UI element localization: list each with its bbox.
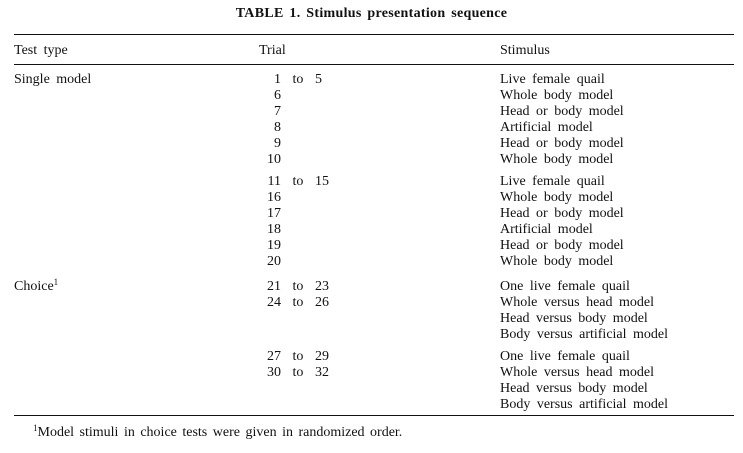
stimulus-cell: Head versus body model <box>500 381 648 396</box>
trial-cell <box>259 279 335 295</box>
trial-start: 1 <box>274 72 281 87</box>
trial-range-word: to <box>292 174 304 189</box>
trial-start: 21 <box>267 279 281 294</box>
trial-range-word: to <box>292 72 304 87</box>
stimulus-cell: Whole versus head model <box>500 365 655 380</box>
trial-cell <box>259 190 281 206</box>
stimulus-cell: Whole versus head model <box>500 295 655 310</box>
trial-cell <box>259 206 281 222</box>
header-trial: Trial <box>259 43 286 58</box>
stimulus-cell: Whole body model <box>500 88 614 103</box>
stimulus-cell: Artificial model <box>500 222 593 237</box>
trial-start: 17 <box>267 206 281 221</box>
trial-cell <box>259 120 281 136</box>
trial-end: 15 <box>315 174 329 189</box>
stimulus-cell: Live female quail <box>500 174 605 189</box>
trial-cell <box>259 238 281 254</box>
trial-end: 29 <box>315 349 329 364</box>
trial-start: 6 <box>274 88 281 103</box>
trial-start: 8 <box>274 120 281 135</box>
trial-start: 9 <box>274 136 281 151</box>
trial-cell <box>259 349 335 365</box>
table-caption: TABLE 1. Stimulus presentation sequence <box>235 6 508 21</box>
top-rule <box>14 34 734 35</box>
trial-cell <box>259 254 281 270</box>
header-test-type: Test type <box>14 43 68 58</box>
trial-cell <box>259 152 281 168</box>
stimulus-cell: Whole body model <box>500 152 614 167</box>
test-type-text: Single model <box>14 72 92 87</box>
trial-cell <box>259 104 281 120</box>
trial-start: 10 <box>267 152 281 167</box>
trial-start: 19 <box>267 238 281 253</box>
footnote-mark: 1 <box>53 277 59 287</box>
trial-range-word: to <box>292 295 304 310</box>
stimulus-cell: Head versus body model <box>500 311 648 326</box>
trial-cell <box>259 365 335 381</box>
trial-cell <box>259 174 335 190</box>
stimulus-cell: Head or body model <box>500 238 624 253</box>
bottom-rule <box>14 415 734 416</box>
trial-start: 30 <box>267 365 281 380</box>
stimulus-cell: Artificial model <box>500 120 593 135</box>
stimulus-cell: Body versus artificial model <box>500 327 669 342</box>
trial-cell <box>259 136 281 152</box>
footnote-text: Model stimuli in choice tests were given in randomized order. <box>37 425 403 440</box>
trial-cell <box>259 88 281 104</box>
stimulus-cell: Live female quail <box>500 72 605 87</box>
trial-range-word: to <box>292 365 304 380</box>
stimulus-cell: Head or body model <box>500 206 624 221</box>
trial-range-word: to <box>292 349 304 364</box>
table-footnote <box>33 425 402 441</box>
stimulus-cell: Head or body model <box>500 136 624 151</box>
test-type-text: Choice <box>14 279 54 294</box>
trial-end: 5 <box>315 72 322 87</box>
stimulus-cell: Whole body model <box>500 190 614 205</box>
trial-cell <box>259 72 335 88</box>
stimulus-cell: Body versus artificial model <box>500 397 669 412</box>
trial-start: 16 <box>267 190 281 205</box>
trial-range-word: to <box>292 279 304 294</box>
trial-start: 7 <box>274 104 281 119</box>
trial-end: 32 <box>315 365 329 380</box>
header-stimulus: Stimulus <box>500 43 550 58</box>
trial-start: 27 <box>267 349 281 364</box>
stimulus-cell: Head or body model <box>500 104 624 119</box>
test-type-label <box>14 72 91 88</box>
stimulus-cell: One live female quail <box>500 279 630 294</box>
trial-start: 20 <box>267 254 281 269</box>
test-type-label <box>14 279 58 295</box>
stimulus-cell: Whole body model <box>500 254 614 269</box>
trial-cell <box>259 295 335 311</box>
trial-cell <box>259 222 281 238</box>
trial-end: 26 <box>315 295 329 310</box>
header-rule <box>14 64 734 65</box>
footnote-mark: 1 <box>33 423 38 433</box>
trial-start: 24 <box>267 295 281 310</box>
stimulus-cell: One live female quail <box>500 349 630 364</box>
trial-start: 11 <box>267 174 281 189</box>
trial-end: 23 <box>315 279 329 294</box>
trial-start: 18 <box>267 222 281 237</box>
